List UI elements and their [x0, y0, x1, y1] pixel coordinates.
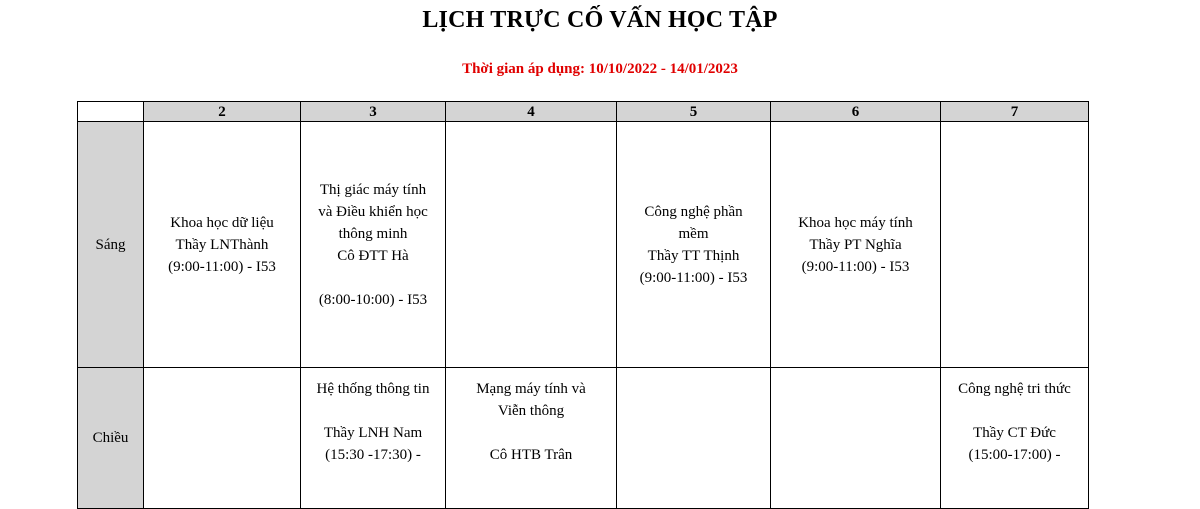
period-label-text: Chiều: [92, 430, 129, 446]
day-header: 2: [144, 102, 301, 122]
header-corner: [78, 102, 144, 122]
cell-text: Thị giác máy tính và Điều khiển học thông minh Cô ĐTT Hà (8:00-10:00) - I53: [318, 181, 428, 308]
schedule-cell: [771, 368, 941, 509]
day-header: 4: [446, 102, 617, 122]
cell-text: Khoa học máy tính Thầy PT Nghĩa (9:00-11:00) - I53: [798, 214, 913, 275]
cell-text: Công nghệ phần mềm Thầy TT Thịnh (9:00-11:00) - I53: [639, 203, 748, 286]
cell-text: Mạng máy tính và Viễn thông Cô HTB Trân: [476, 381, 586, 463]
day-header: 7: [941, 102, 1089, 122]
cell-text: Công nghệ tri thức Thầy CT Đức (15:00-17:00) -: [958, 381, 1071, 463]
schedule-cell: [617, 368, 771, 509]
cell-text: [617, 368, 770, 378]
cell-text: Khoa học dữ liệu Thầy LNThành (9:00-11:00) - I53: [168, 214, 276, 275]
schedule-cell: [941, 368, 1089, 509]
schedule-cell: [301, 122, 446, 368]
schedule-cell: [446, 368, 617, 509]
cell-text: [771, 368, 940, 378]
day-header: 5: [617, 102, 771, 122]
schedule-cell: [771, 122, 941, 368]
schedule-table-container: [77, 101, 1088, 501]
schedule-cell: [446, 122, 617, 368]
day-header: 3: [301, 102, 446, 122]
schedule-cell: [941, 122, 1089, 368]
schedule-cell: [617, 122, 771, 368]
cell-text: Hệ thống thông tin Thầy LNH Nam (15:30 -17:30) -: [316, 381, 430, 463]
schedule-cell: [301, 368, 446, 509]
day-header: 6: [771, 102, 941, 122]
cell-text: [144, 368, 300, 378]
morning-row: [78, 122, 1089, 368]
period-label: [78, 122, 144, 368]
header-row: [78, 102, 1089, 122]
schedule-cell: [144, 368, 301, 509]
validity-period: Thời gian áp dụng: 10/10/2022 - 14/01/2023: [462, 61, 738, 77]
period-label-text: Sáng: [95, 236, 126, 253]
page-title: LỊCH TRỰC CỐ VẤN HỌC TẬP: [422, 7, 778, 33]
period-label: [78, 368, 144, 509]
afternoon-row: [78, 368, 1089, 509]
schedule-table: [77, 101, 1089, 509]
schedule-cell: [144, 122, 301, 368]
